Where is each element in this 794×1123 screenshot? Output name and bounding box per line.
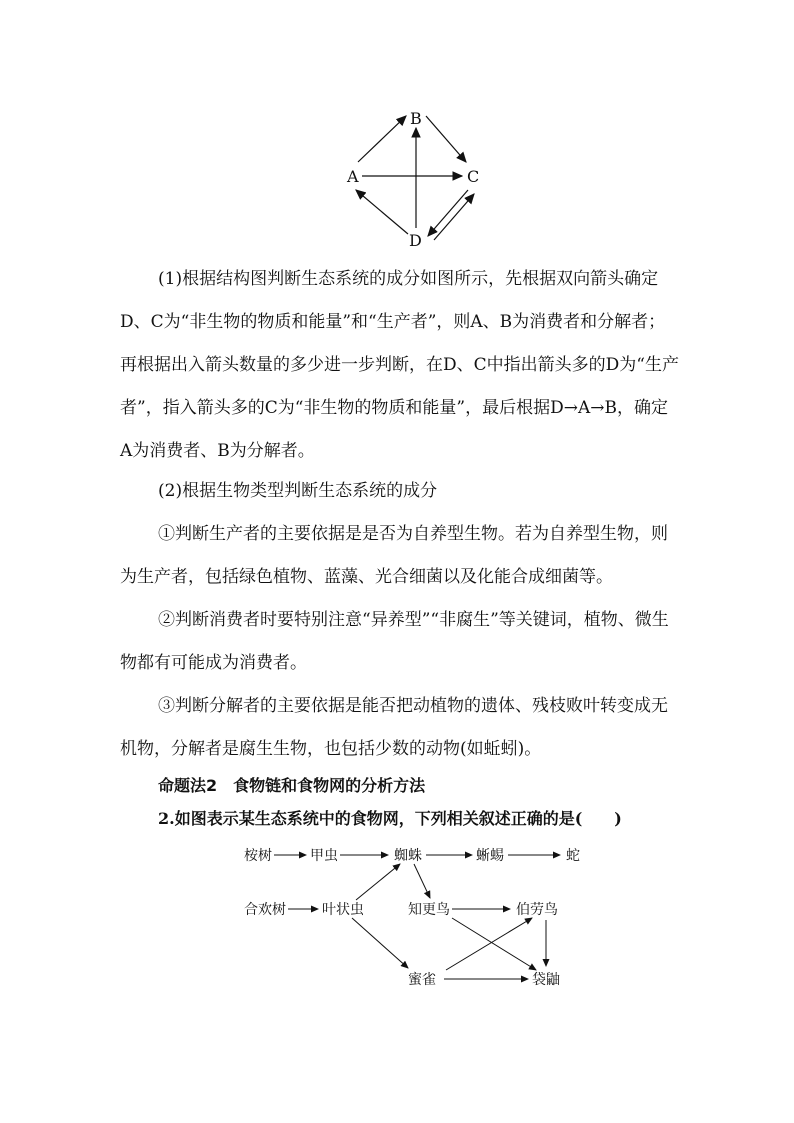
arrow-robin-quoll: [452, 918, 536, 970]
node-snake: 蛇: [566, 848, 580, 864]
arrow-d-c: [434, 194, 474, 240]
paragraph-organism-type: (2)根据生物类型判断生态系统的成分: [158, 481, 438, 501]
node-honeyeater: 蜜雀: [408, 972, 436, 988]
node-robin: 知更鸟: [408, 902, 450, 918]
item-consumer: ②判断消费者时要特别注意“异养型”“非腐生”等关键词，植物、微生物都有可能成为消费者。: [120, 610, 669, 673]
node-quoll: 袋鼬: [532, 972, 560, 988]
arrow-d-a: [356, 190, 408, 234]
ecosystem-component-diagram: [330, 100, 500, 260]
arrow-c-d: [428, 190, 468, 236]
arrow-a-b: [358, 116, 406, 162]
arrow-b-c: [426, 116, 466, 162]
question-text: 2.如图表示某生态系统中的食物网，下列相关叙述正确的是( ): [158, 809, 622, 828]
node-acacia: 合欢树: [244, 902, 286, 918]
node-c: C: [467, 167, 480, 186]
food-web-diagram: [236, 838, 596, 1000]
node-a: A: [347, 167, 359, 186]
node-eucalyptus: 桉树: [244, 848, 272, 864]
arrow-honeyeater-shrike: [446, 918, 532, 970]
paragraph-structure-judgment: (1)根据结构图判断生态系统的成分如图所示，先根据双向箭头确定D、C为“非生物的物质和能量”和“生产者”，则A、B为消费者和分解者；再根据出入箭头数量的多少进一步判断，在D、C中指出箭头多的D为“生产者”，指入箭头多的C为“非生物的物质和能量”，最后根据D→A→B，确定A为消费者、B为分解者。: [120, 269, 679, 461]
node-beetle: 甲虫: [310, 848, 338, 864]
node-d: D: [409, 231, 422, 250]
method-heading: 命题法2 食物链和食物网的分析方法: [158, 776, 426, 795]
arrow-spider-robin: [414, 864, 430, 898]
item-decomposer: ③判断分解者的主要依据是能否把动植物的遗体、残枝败叶转变成无机物，分解者是腐生生物，也包括少数的动物(如蚯蚓)。: [120, 696, 668, 759]
arrow-leafinsect-honeyeater: [352, 918, 408, 968]
node-spider: 蜘蛛: [394, 848, 422, 864]
node-lizard: 蜥蜴: [476, 848, 504, 864]
node-shrike: 伯劳鸟: [516, 902, 558, 918]
node-b: B: [410, 109, 422, 128]
item-producer: ①判断生产者的主要依据是是否为自养型生物。若为自养型生物，则为生产者，包括绿色植物、蓝藻、光合细菌以及化能合成细菌等。: [120, 524, 668, 587]
node-leaf-insect: 叶状虫: [322, 902, 364, 918]
arrow-leafinsect-spider: [356, 864, 400, 900]
